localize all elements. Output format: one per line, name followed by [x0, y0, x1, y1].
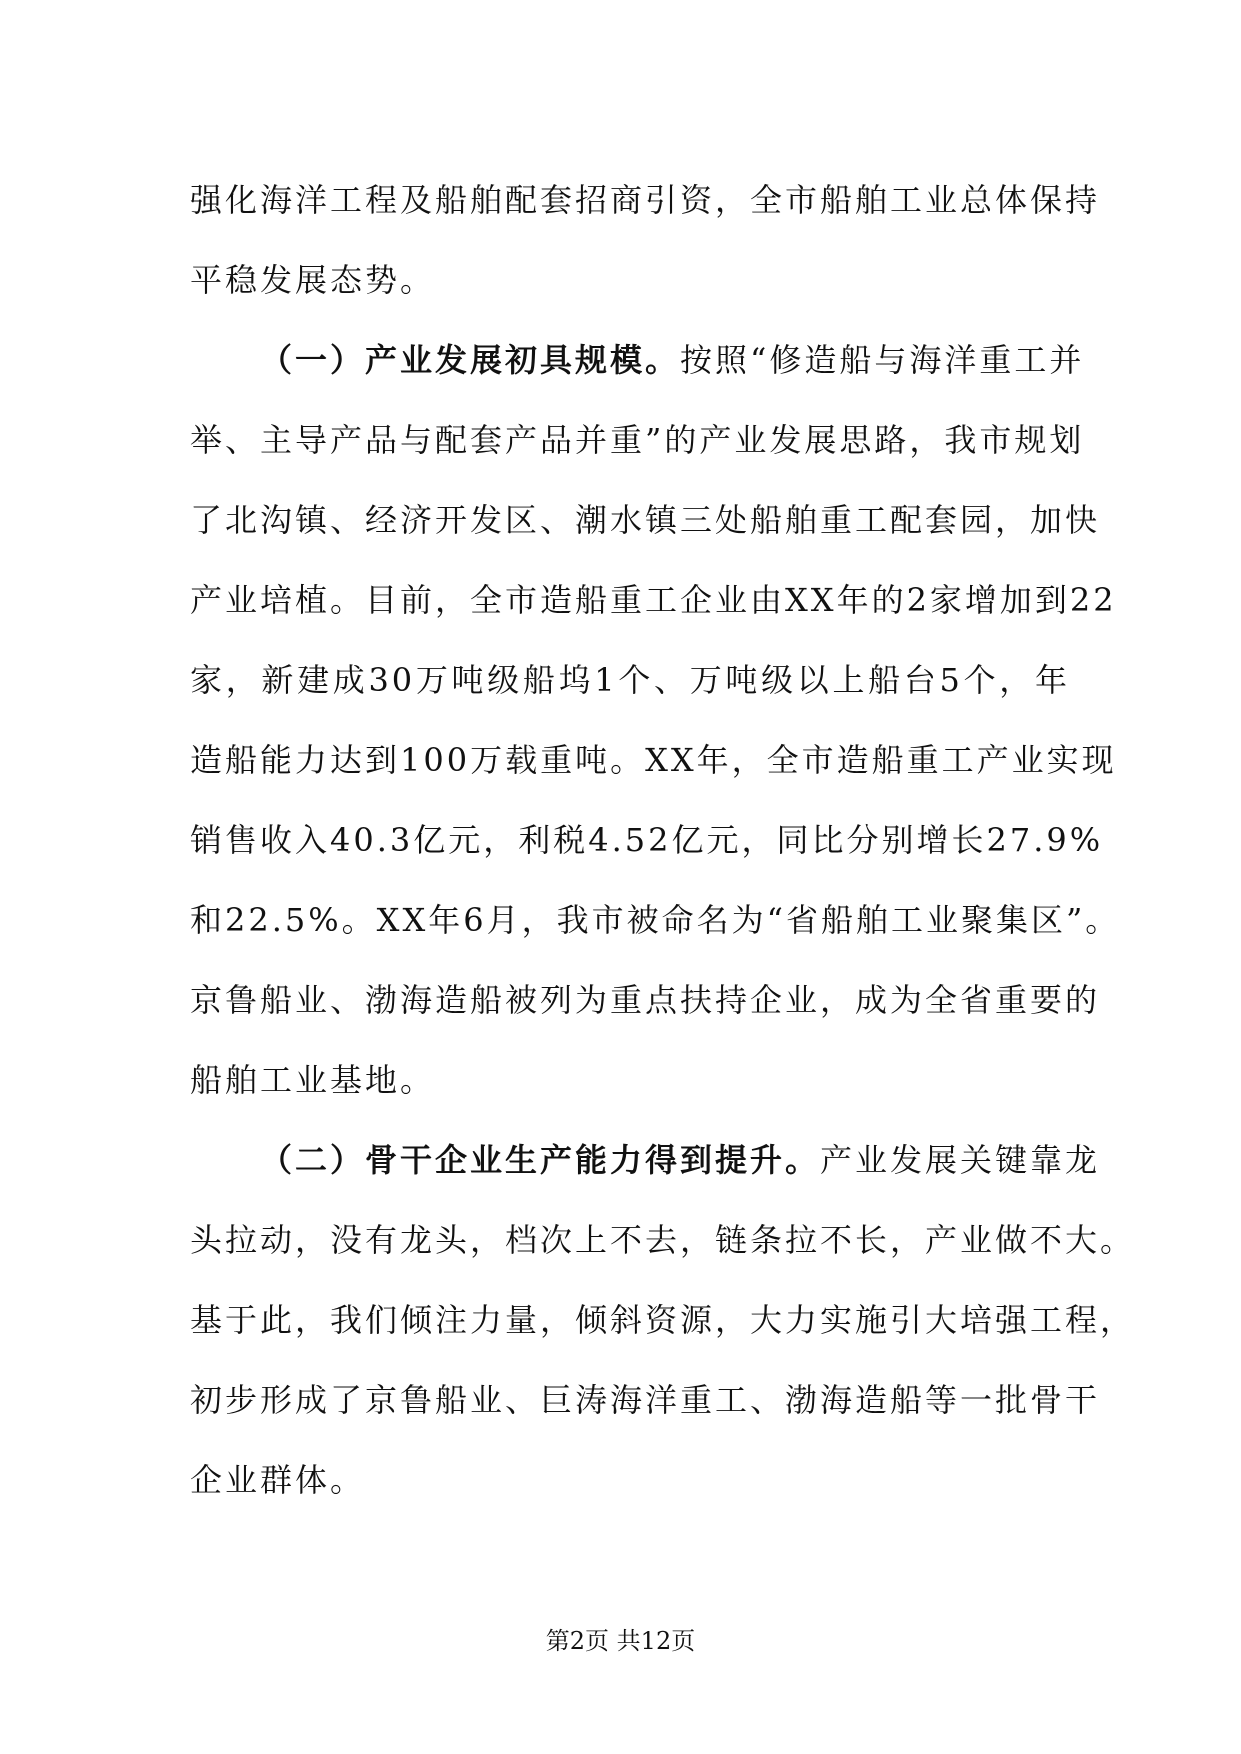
- section-2-line: 企业群体。: [190, 1461, 366, 1499]
- section-1-line: 按照“修造船与海洋重工并: [680, 341, 1085, 379]
- intro-line-2: 平稳发展态势。: [190, 261, 436, 299]
- page-number-footer: 第2页 共12页: [545, 1627, 696, 1655]
- section-2-heading: （二）骨干企业生产能力得到提升。: [260, 1141, 821, 1179]
- section-1-line: 举、主导产品与配套产品并重”的产业发展思路，我市规划: [190, 421, 1085, 459]
- section-1-line: 和22.5%。XX年6月，我市被命名为“省船舶工业聚集区”。: [190, 901, 1121, 939]
- section-1-line: 产业培植。目前，全市造船重工企业由XX年的2家增加到22: [190, 581, 1117, 619]
- section-2-line: 头拉动，没有龙头，档次上不去，链条拉不长，产业做不大。: [190, 1221, 1136, 1259]
- section-1-line: 家，新建成30万吨级船坞1个、万吨级以上船台5个，年: [190, 661, 1070, 699]
- section-1-heading: （一）产业发展初具规模。: [260, 341, 681, 379]
- section-2-line: 产业发展关键靠龙: [820, 1141, 1101, 1179]
- section-1-line: 销售收入40.3亿元，利税4.52亿元，同比分别增长27.9%: [190, 821, 1104, 859]
- document-body: [190, 160, 1136, 1520]
- section-1-line: 京鲁船业、渤海造船被列为重点扶持企业，成为全省重要的: [190, 981, 1101, 1019]
- section-1-first-line: [190, 320, 1085, 400]
- section-1-line: 了北沟镇、经济开发区、潮水镇三处船舶重工配套园，加快: [190, 501, 1101, 539]
- section-1-line: 造船能力达到100万载重吨。XX年，全市造船重工产业实现: [190, 741, 1117, 779]
- intro-line-1: 强化海洋工程及船舶配套招商引资，全市船舶工业总体保持: [190, 181, 1101, 219]
- section-2-first-line: [190, 1120, 1101, 1200]
- section-2-line: 基于此，我们倾注力量，倾斜资源，大力实施引大培强工程，: [190, 1301, 1136, 1339]
- section-2-line: 初步形成了京鲁船业、巨涛海洋重工、渤海造船等一批骨干: [190, 1381, 1101, 1419]
- section-1-line: 船舶工业基地。: [190, 1061, 436, 1099]
